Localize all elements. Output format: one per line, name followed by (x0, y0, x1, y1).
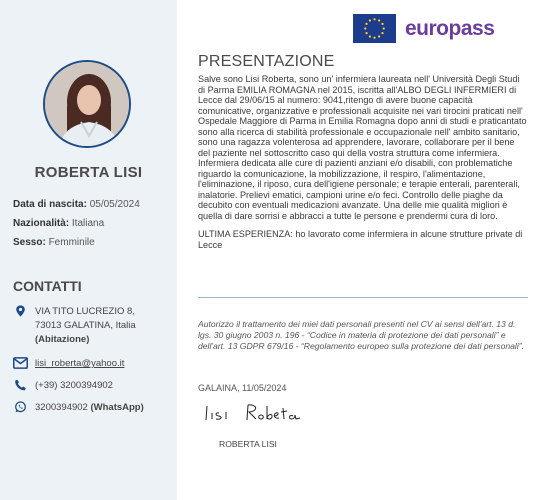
europass-logo (353, 14, 494, 43)
presentation-paragraph-3: ULTIMA ESPERIENZA: ho lavorato come infermiera in alcune strutture private di Lecce (198, 229, 523, 250)
dob-value: 05/05/2024 (89, 199, 140, 210)
handwritten-signature (203, 398, 303, 426)
eu-star (381, 23, 383, 25)
whatsapp-text (35, 401, 144, 415)
europass-wordmark: europass (405, 16, 495, 40)
eu-star (365, 32, 367, 34)
sex-label: Sesso: (13, 237, 46, 248)
sex-row (13, 237, 95, 248)
sidebar (0, 0, 177, 500)
location-pin-icon (13, 305, 28, 317)
section-divider (198, 297, 528, 298)
nationality-row (13, 218, 104, 229)
email-icon (13, 357, 28, 369)
whatsapp-icon (13, 401, 28, 413)
whatsapp-label: (WhatsApp) (90, 402, 144, 413)
eu-star (373, 18, 375, 20)
profile-photo (45, 62, 131, 148)
signer-name: ROBERTA LISI (219, 439, 277, 449)
email-contact (13, 357, 124, 371)
phone-contact (13, 379, 113, 393)
whatsapp-contact (13, 401, 144, 415)
email-link[interactable]: lisi_roberta@yahoo.it (35, 358, 125, 369)
sex-value: Femminile (48, 237, 95, 248)
dob-row (13, 199, 140, 210)
eu-star (369, 19, 371, 21)
avatar (43, 60, 131, 148)
eu-star (381, 32, 383, 34)
dob-label: Data di nascita: (13, 199, 87, 210)
address-contact (13, 305, 136, 347)
eu-star (369, 35, 371, 37)
phone-icon (13, 379, 28, 391)
phone-number[interactable]: (+39) 3200394902 (35, 380, 113, 391)
privacy-consent: Autorizzo il trattamento dei miei dati personali presenti nel CV ai sensi dell'art. 13 d. lgs. 30 giugno 2003 n. 196 - “Codice in materia di protezione dei dati personali” e dell'art. 13 GDPR 679/16 - “Regolamento europeo sulla protezione dei dati personali”. (198, 319, 525, 351)
presentation-paragraph-1: Salve sono Lisi Roberta, sono un' infermiera laureata nell' Università Degli Studi di Parma EMILIA ROMAGNA nel 2015, iscritta all'ALBO DEGLI INFERMIERI di Lecce dal 29/06/15 al numero: 9041,ritengo di avere buone capacità comunicative, organizzative e professionali acquisite nei vari tirocini praticati nell' Ospedale Maggiore di Parma in Emilia Romagna dopo anni di studi e praticantato sono alla ricerca di stabilità professionale e occupazionale nell' ambito sanitario, sono una ragazza volenterosa ad apprendere, lavorare, collaborare per il bene del paziente nel sottoscritto caso qui della vostra struttura come infermiera. (198, 74, 527, 158)
eu-star (383, 27, 385, 29)
eu-star (364, 27, 366, 29)
eu-star (365, 23, 367, 25)
presentation-title: PRESENTAZIONE (198, 53, 335, 70)
address-line1: VIA TITO LUCREZIO 8, (35, 306, 135, 317)
address-type: (Abitazione) (35, 334, 90, 345)
eu-flag-icon (353, 14, 396, 43)
whatsapp-number[interactable]: 3200394902 (35, 402, 88, 413)
nationality-label: Nazionalità: (13, 218, 70, 229)
profile-name: ROBERTA LISI (34, 164, 143, 181)
eu-star (373, 37, 375, 39)
nationality-value: Italiana (71, 218, 105, 229)
eu-star (378, 19, 380, 21)
presentation-section (198, 53, 528, 250)
address-line2: 73013 GALATINA, Italia (35, 320, 136, 331)
contacts-title: CONTATTI (13, 278, 82, 294)
eu-star (378, 35, 380, 37)
presentation-paragraph-2: Infermiera dedicata alle cure di pazienti anziani e/o disabili, con problematiche riguardo la comunicazione, la mobilizzazione, il respiro, l'alimentazione, l'eliminazione, il riposo, cura dell'igiene personale; e terapie enterali, parenterali, inalatorie. Prelievi ematici, campioni urine e/o feci. Controllo delle piaghe da decubito con eventuali medicazioni avanzate. Una delle mie qualità migliori è quella di dare sorrisi e abbracci a tutte le persone e prendermi cura di loro. (198, 158, 520, 221)
place-date: GALAINA, 11/05/2024 (198, 383, 287, 393)
